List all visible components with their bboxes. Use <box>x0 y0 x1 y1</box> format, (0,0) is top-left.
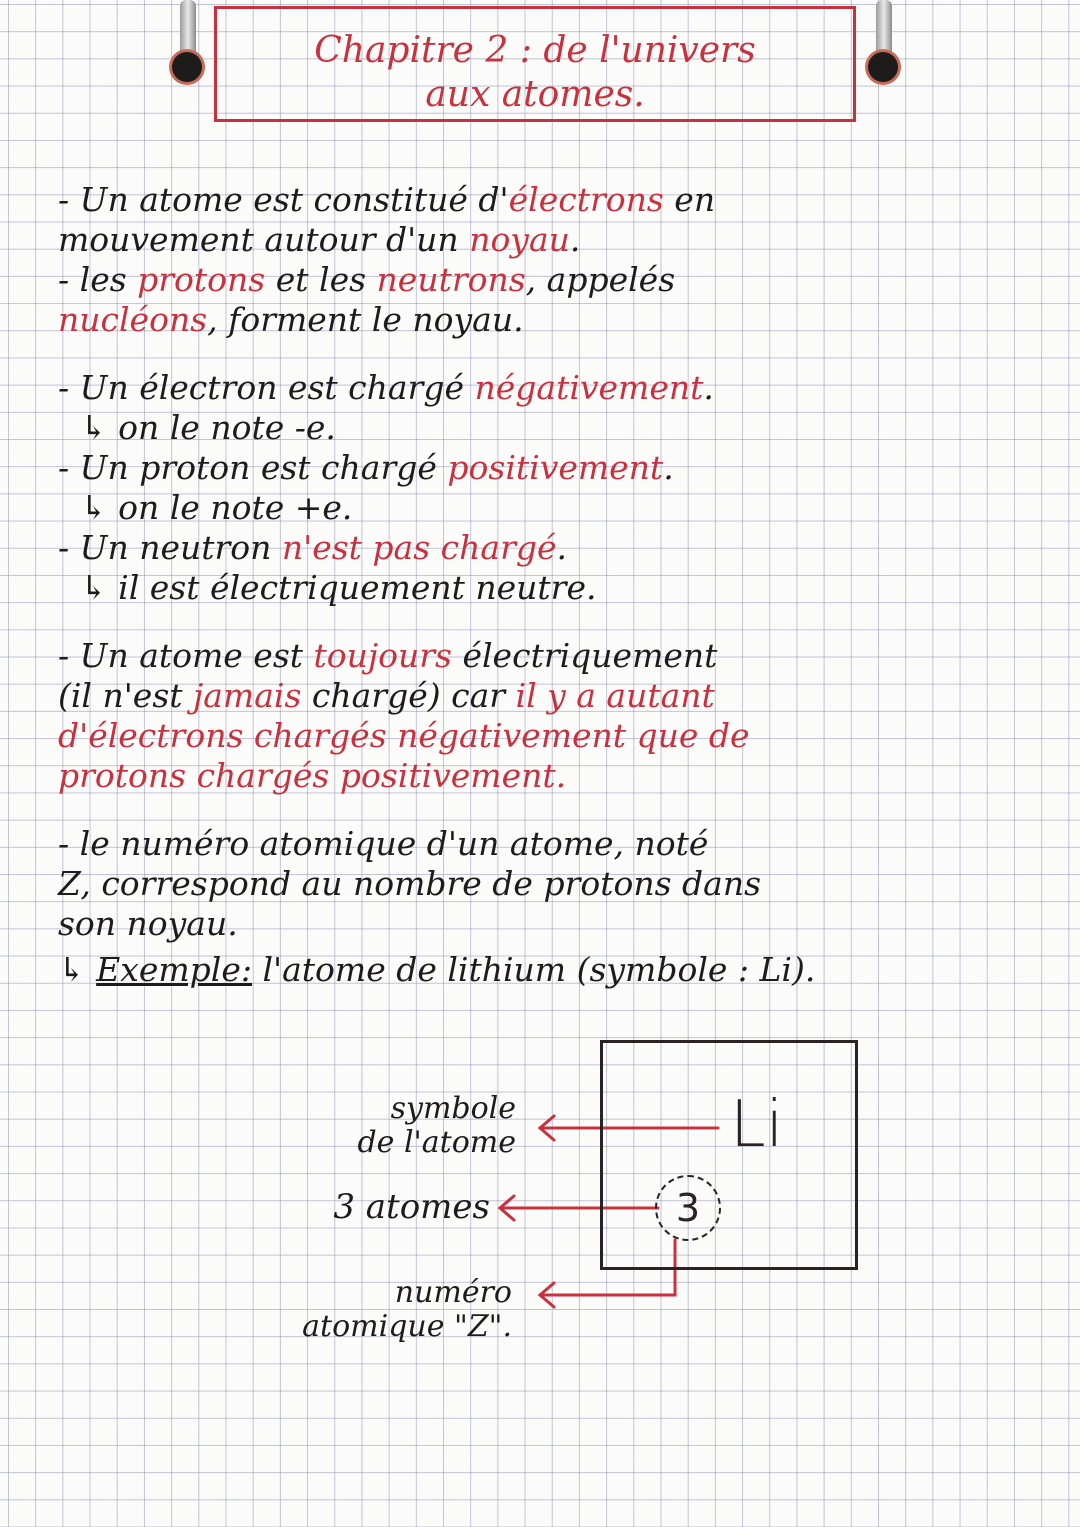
note-text: et les <box>265 260 377 299</box>
note-text: . <box>703 368 714 407</box>
label-z-line-1: numéro <box>394 1275 512 1310</box>
chapter-title-box <box>214 6 856 122</box>
highlight-text: n'est pas chargé <box>281 528 557 567</box>
note-text: - Un proton est chargé <box>58 448 448 487</box>
note-text: - les <box>58 260 138 299</box>
note-line <box>58 300 1018 340</box>
ring-bar <box>876 0 892 60</box>
ring-bar <box>180 0 196 60</box>
note-text: Z, correspond au nombre de protons dans <box>58 864 762 903</box>
note-line <box>58 220 1018 260</box>
highlight-text: protons <box>137 260 266 299</box>
highlight-text: d'électrons chargés négativement que de <box>58 716 750 755</box>
note-line <box>58 180 1018 220</box>
highlight-text: jamais <box>193 676 302 715</box>
paragraph-atom-structure <box>58 180 1018 340</box>
note-text: ↳ il est électriquement neutre. <box>80 568 597 607</box>
note-line <box>58 864 1018 904</box>
note-text: (il n'est <box>58 676 194 715</box>
note-subline <box>58 488 1018 528</box>
note-text: , appelés <box>525 260 676 299</box>
note-text: - Un électron est chargé <box>58 368 475 407</box>
note-line <box>58 756 1018 796</box>
label-symbol-line-1: symbole <box>390 1091 516 1126</box>
highlight-text: toujours <box>313 636 452 675</box>
binder-ring-right <box>868 0 898 100</box>
note-text: ↳ on le note +e. <box>80 488 353 527</box>
highlight-text: protons chargés positivement. <box>58 756 567 795</box>
paragraph-charges <box>58 368 1018 608</box>
note-text: . <box>569 220 581 259</box>
chapter-title-line-1: Chapitre 2 : de l'univers <box>314 30 756 71</box>
element-box <box>600 1040 858 1270</box>
note-line <box>58 676 1018 716</box>
note-text: - Un atome est constitué d' <box>58 180 509 219</box>
note-line <box>58 260 1018 300</box>
highlight-text: négativement <box>474 368 704 407</box>
note-text: - Un neutron <box>58 528 282 567</box>
note-text: chargé) car <box>301 676 516 715</box>
highlight-text: nucléons <box>58 300 208 339</box>
label-atomic-number <box>250 1276 512 1344</box>
note-line <box>58 904 1018 944</box>
element-symbol: Li <box>730 1088 784 1162</box>
note-subline <box>58 408 1018 448</box>
atomic-number-circle: 3 <box>655 1175 721 1241</box>
highlight-text: électrons <box>508 180 664 219</box>
note-text: mouvement autour d'un <box>58 220 470 259</box>
highlight-text: noyau <box>469 220 570 259</box>
note-text: électriquement <box>451 636 718 675</box>
binder-ring-left <box>172 0 202 100</box>
note-subline <box>58 568 1018 608</box>
paragraph-atomic-number <box>58 824 1018 990</box>
highlight-text: neutrons <box>376 260 526 299</box>
note-text: - Un atome est <box>58 636 314 675</box>
note-text: son noyau. <box>58 904 238 943</box>
note-line <box>58 448 1018 488</box>
note-text: en <box>663 180 716 219</box>
lithium-diagram <box>250 1040 890 1380</box>
label-count: 3 atomes <box>333 1187 490 1227</box>
label-symbol <box>290 1092 516 1160</box>
chapter-title <box>217 29 853 117</box>
example-text: l'atome de lithium (symbole : Li). <box>252 950 816 989</box>
label-z-line-2: atomique "Z". <box>302 1309 512 1344</box>
note-text: . <box>663 448 674 487</box>
note-line <box>58 368 1018 408</box>
chapter-title-line-2: aux atomes. <box>425 74 645 115</box>
note-line <box>58 824 1018 864</box>
notes-body <box>58 180 1018 1018</box>
example-line <box>58 950 1018 990</box>
example-label: Exemple: <box>96 950 252 989</box>
note-line <box>58 636 1018 676</box>
note-line <box>58 716 1018 756</box>
note-text: . <box>556 528 567 567</box>
punch-hole-icon <box>172 52 202 82</box>
highlight-text: il y a autant <box>515 676 715 715</box>
note-text: , forment le noyau. <box>207 300 524 339</box>
note-line <box>58 528 1018 568</box>
paragraph-neutrality <box>58 636 1018 796</box>
highlight-text: positivement <box>447 448 664 487</box>
arrow-icon: ↳ <box>58 950 97 989</box>
label-symbol-line-2: de l'atome <box>357 1125 516 1160</box>
note-text: - le numéro atomique d'un atome, noté <box>58 824 709 863</box>
note-text: ↳ on le note -e. <box>80 408 336 447</box>
punch-hole-icon <box>868 52 898 82</box>
